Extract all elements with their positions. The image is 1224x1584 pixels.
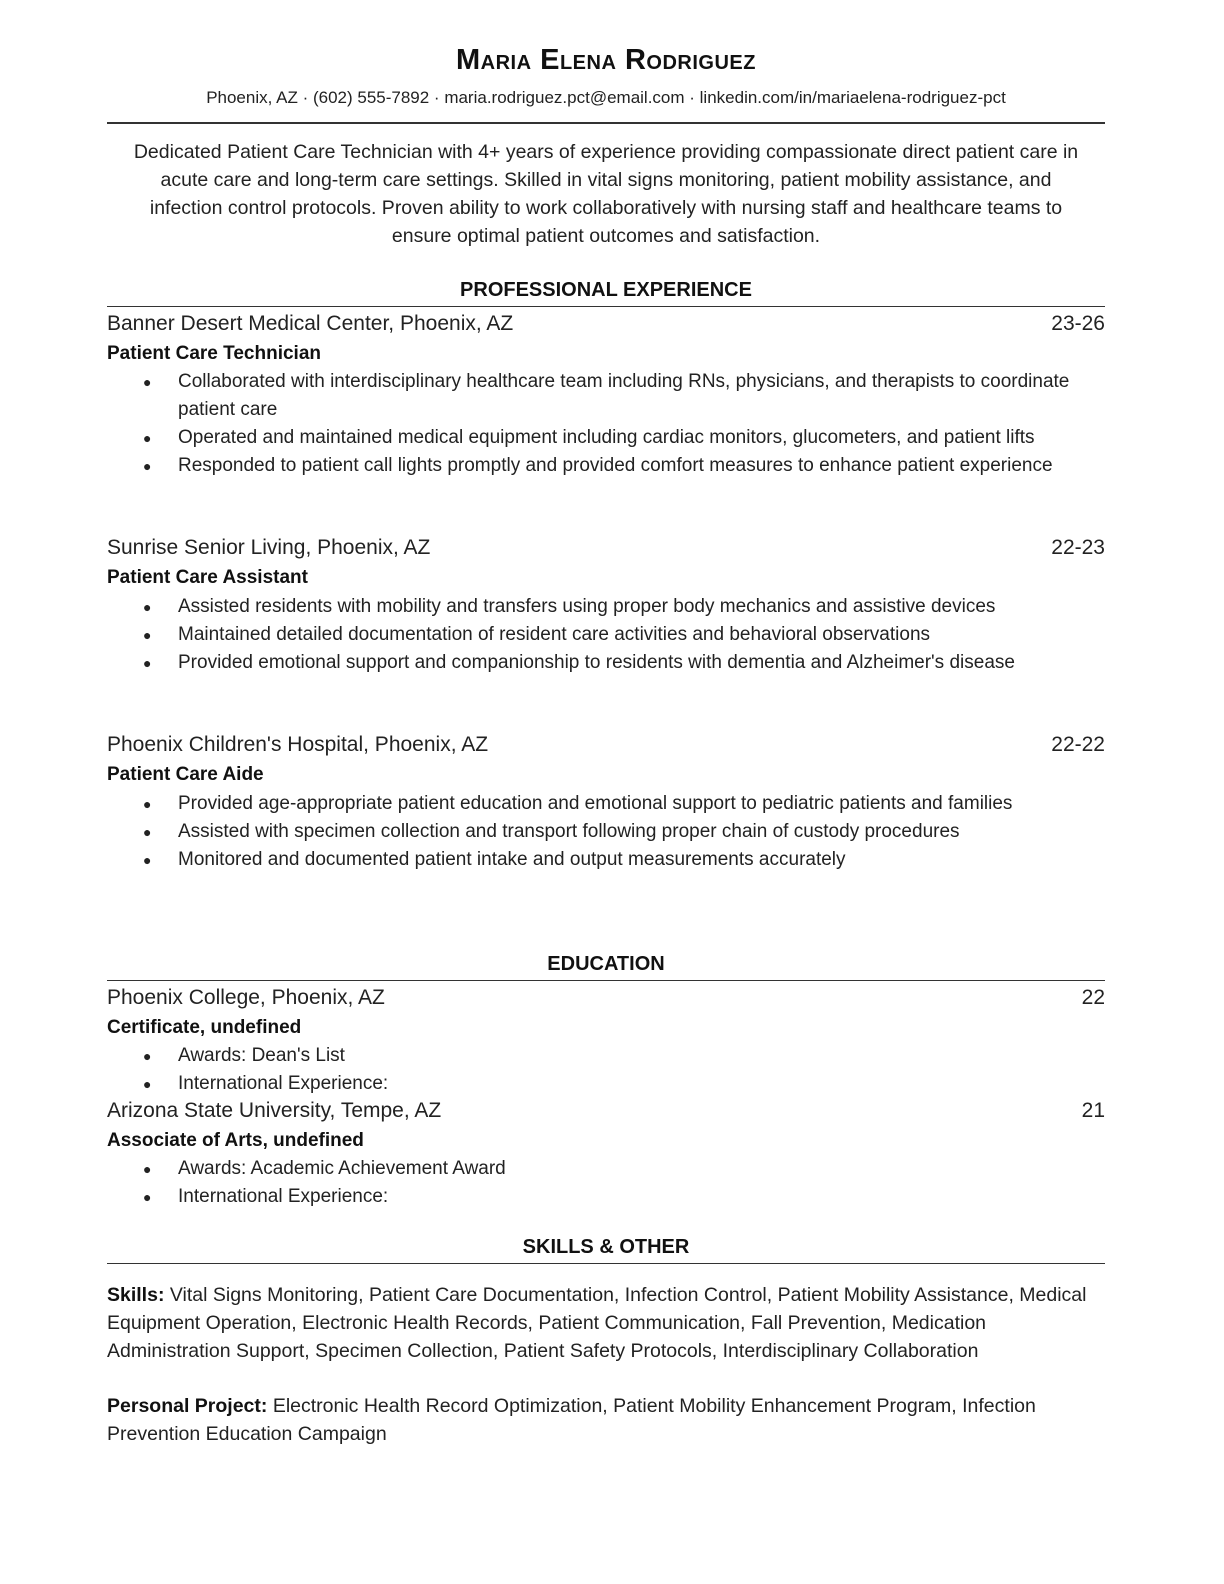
list-item: ● Assisted residents with mobility and transfers using proper body mechanics and assistive devices: [107, 593, 1105, 621]
bullet-icon: ●: [143, 374, 152, 390]
education-bullets: [107, 1042, 1105, 1098]
degree: Certificate, undefined: [107, 1017, 302, 1038]
job-organization: Sunrise Senior Living, Phoenix, AZ: [107, 536, 431, 559]
job-header: [107, 536, 1105, 560]
skills-paragraph: [107, 1281, 1097, 1365]
bullet-icon: ●: [143, 1048, 152, 1064]
section-title-experience: PROFESSIONAL EXPERIENCE: [460, 279, 752, 301]
list-item: ● Provided emotional support and companionship to residents with dementia and Alzheimer's disease: [107, 649, 1105, 677]
job-bullets: [107, 593, 1105, 677]
bullet-icon: ●: [143, 627, 152, 643]
list-item: ● Monitored and documented patient intake and output measurements accurately: [107, 846, 1105, 874]
list-item: ● International Experience:: [107, 1070, 1105, 1098]
job-role: Patient Care Aide: [107, 764, 264, 785]
skills-label: Skills:: [107, 1284, 165, 1306]
education-bullets: [107, 1155, 1105, 1211]
job-header: [107, 312, 1105, 336]
bullet-icon: ●: [143, 796, 152, 812]
list-item: ● Operated and maintained medical equipment including cardiac monitors, glucometers, and patient lifts: [107, 424, 1105, 452]
section-title-education: EDUCATION: [547, 953, 665, 975]
job-role: Patient Care Assistant: [107, 567, 308, 588]
bullet-icon: ●: [143, 1161, 152, 1177]
header-divider: [107, 122, 1105, 124]
degree: Associate of Arts, undefined: [107, 1130, 364, 1151]
list-item: ● Maintained detailed documentation of resident care activities and behavioral observations: [107, 621, 1105, 649]
job-dates: 22-22: [1051, 733, 1105, 756]
list-item: ● Provided age-appropriate patient education and emotional support to pediatric patients and families: [107, 790, 1105, 818]
list-item: ● Awards: Academic Achievement Award: [107, 1155, 1105, 1183]
job-bullets: [107, 368, 1105, 480]
personal-project-paragraph: [107, 1392, 1097, 1448]
professional-summary: Dedicated Patient Care Technician with 4+ years of experience providing compassionate direct patient care in acute care and long-term care settings. Skilled in vital signs monitoring, patient mobility assistance, and infection control protocols. Proven ability to work collaboratively with nursing staff and healthcare teams to ensure optimal patient outcomes and satisfaction.: [133, 141, 1079, 247]
personal-project-list: Electronic Health Record Optimization, Patient Mobility Enhancement Program, Infection Prevention Education Campaign: [107, 1395, 1036, 1445]
bullet-icon: ●: [143, 824, 152, 840]
job-dates: 23-26: [1051, 312, 1105, 335]
job-organization: Phoenix Children's Hospital, Phoenix, AZ: [107, 733, 489, 756]
bullet-icon: ●: [143, 655, 152, 671]
skills-list: Vital Signs Monitoring, Patient Care Documentation, Infection Control, Patient Mobility Assistance, Medical Equipment Operation, Electronic Health Records, Patient Communication, Fall Prevention, Medication Administration Support, Specimen Collection, Patient Safety Protocols, Interdisciplinary Collaboration: [107, 1284, 1087, 1362]
contact-line: Phoenix, AZ · (602) 555-7892 · maria.rodriguez.pct@email.com · linkedin.com/in/mariaelena-rodriguez-pct: [206, 88, 1006, 107]
list-item: ● Assisted with specimen collection and transport following proper chain of custody procedures: [107, 818, 1105, 846]
bullet-icon: ●: [143, 852, 152, 868]
school-name: Arizona State University, Tempe, AZ: [107, 1099, 442, 1122]
list-item: ● International Experience:: [107, 1183, 1105, 1211]
bullet-icon: ●: [143, 1189, 152, 1205]
job-dates: 22-23: [1051, 536, 1105, 559]
school-name: Phoenix College, Phoenix, AZ: [107, 986, 385, 1009]
school-dates: 21: [1081, 1099, 1105, 1122]
list-item: ● Collaborated with interdisciplinary healthcare team including RNs, physicians, and therapists to coordinate patient care: [107, 368, 1105, 424]
list-item: ● Awards: Dean's List: [107, 1042, 1105, 1070]
job-header: [107, 733, 1105, 757]
section-title-skills: SKILLS & OTHER: [522, 1236, 690, 1258]
section-divider-skills: [107, 1263, 1105, 1264]
education-header: [107, 986, 1105, 1010]
job-bullets: [107, 790, 1105, 874]
candidate-name: Maria Elena Rodriguez: [456, 44, 756, 76]
section-divider-experience: [107, 306, 1105, 307]
section-divider-education: [107, 980, 1105, 981]
bullet-icon: ●: [143, 430, 152, 446]
bullet-icon: ●: [143, 599, 152, 615]
bullet-icon: ●: [143, 1076, 152, 1092]
education-header: [107, 1099, 1105, 1123]
bullet-icon: ●: [143, 458, 152, 474]
school-dates: 22: [1081, 986, 1105, 1009]
personal-project-label: Personal Project:: [107, 1395, 268, 1417]
job-organization: Banner Desert Medical Center, Phoenix, AZ: [107, 312, 514, 335]
list-item: ● Responded to patient call lights promptly and provided comfort measures to enhance patient experience: [107, 452, 1105, 480]
job-role: Patient Care Technician: [107, 343, 321, 364]
